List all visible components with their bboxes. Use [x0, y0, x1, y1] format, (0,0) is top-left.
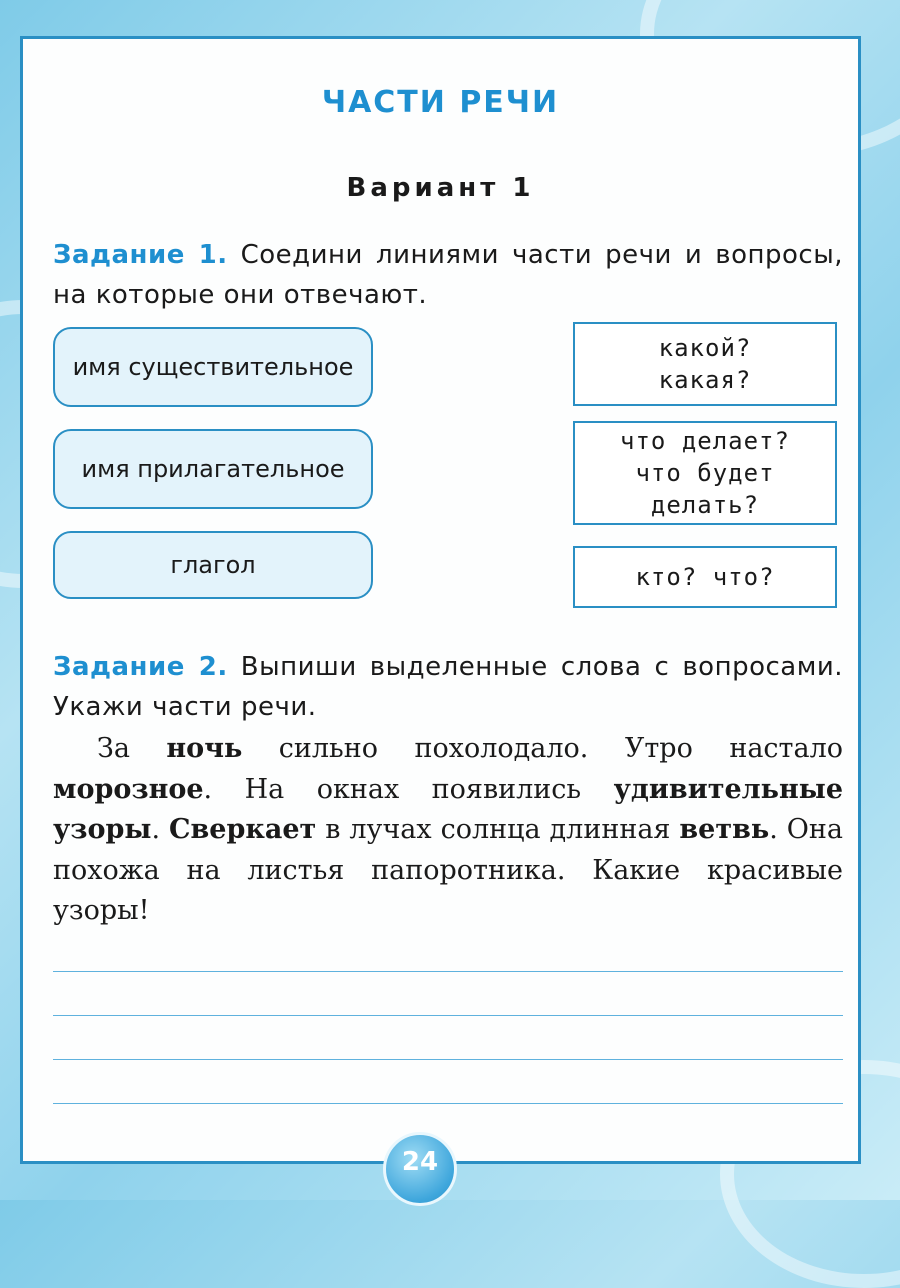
- task-2-number: Задание 2.: [53, 652, 228, 682]
- page-number-badge: 24: [383, 1132, 457, 1206]
- highlighted-word: ветвь: [679, 814, 770, 845]
- highlighted-word: ночь: [166, 733, 243, 764]
- task-1: [53, 235, 843, 315]
- passage-text: За ночь сильно похолодало. Утро настало морозное. На окнах появились удивительные узоры. Сверкает в лучах солнца длинная ветвь. Она похожа на листья папоротника. Какие красивые узоры!: [53, 733, 843, 926]
- part-of-speech-adjective[interactable]: имя прилагательное: [53, 429, 373, 509]
- part-of-speech-noun[interactable]: имя существительное: [53, 327, 373, 407]
- question-box-noun[interactable]: кто? что?: [573, 546, 837, 608]
- highlighted-word: удивительные узоры: [53, 773, 843, 845]
- answer-line[interactable]: [53, 1103, 843, 1104]
- answer-line[interactable]: [53, 971, 843, 972]
- question-box-verb[interactable]: что делает? что будет делать?: [573, 421, 837, 525]
- answer-line[interactable]: [53, 1015, 843, 1016]
- part-of-speech-verb[interactable]: глагол: [53, 531, 373, 599]
- task-1-text: Соедини линиями части речи и вопросы, на которые они отвечают.: [53, 240, 843, 310]
- highlighted-word: морозное: [53, 773, 204, 805]
- highlighted-word: Сверкает: [169, 814, 317, 845]
- workbook-page: [20, 36, 861, 1164]
- task-2-text: Выпиши выделенные слова с вопросами. Укажи части речи.: [53, 652, 843, 722]
- task-2: [53, 647, 843, 727]
- variant-heading: Вариант 1: [346, 173, 535, 203]
- task-1-number: Задание 1.: [53, 240, 228, 270]
- page-title: ЧАСТИ РЕЧИ: [321, 85, 560, 120]
- question-box-adjective[interactable]: какой? какая?: [573, 322, 837, 406]
- answer-line[interactable]: [53, 1059, 843, 1060]
